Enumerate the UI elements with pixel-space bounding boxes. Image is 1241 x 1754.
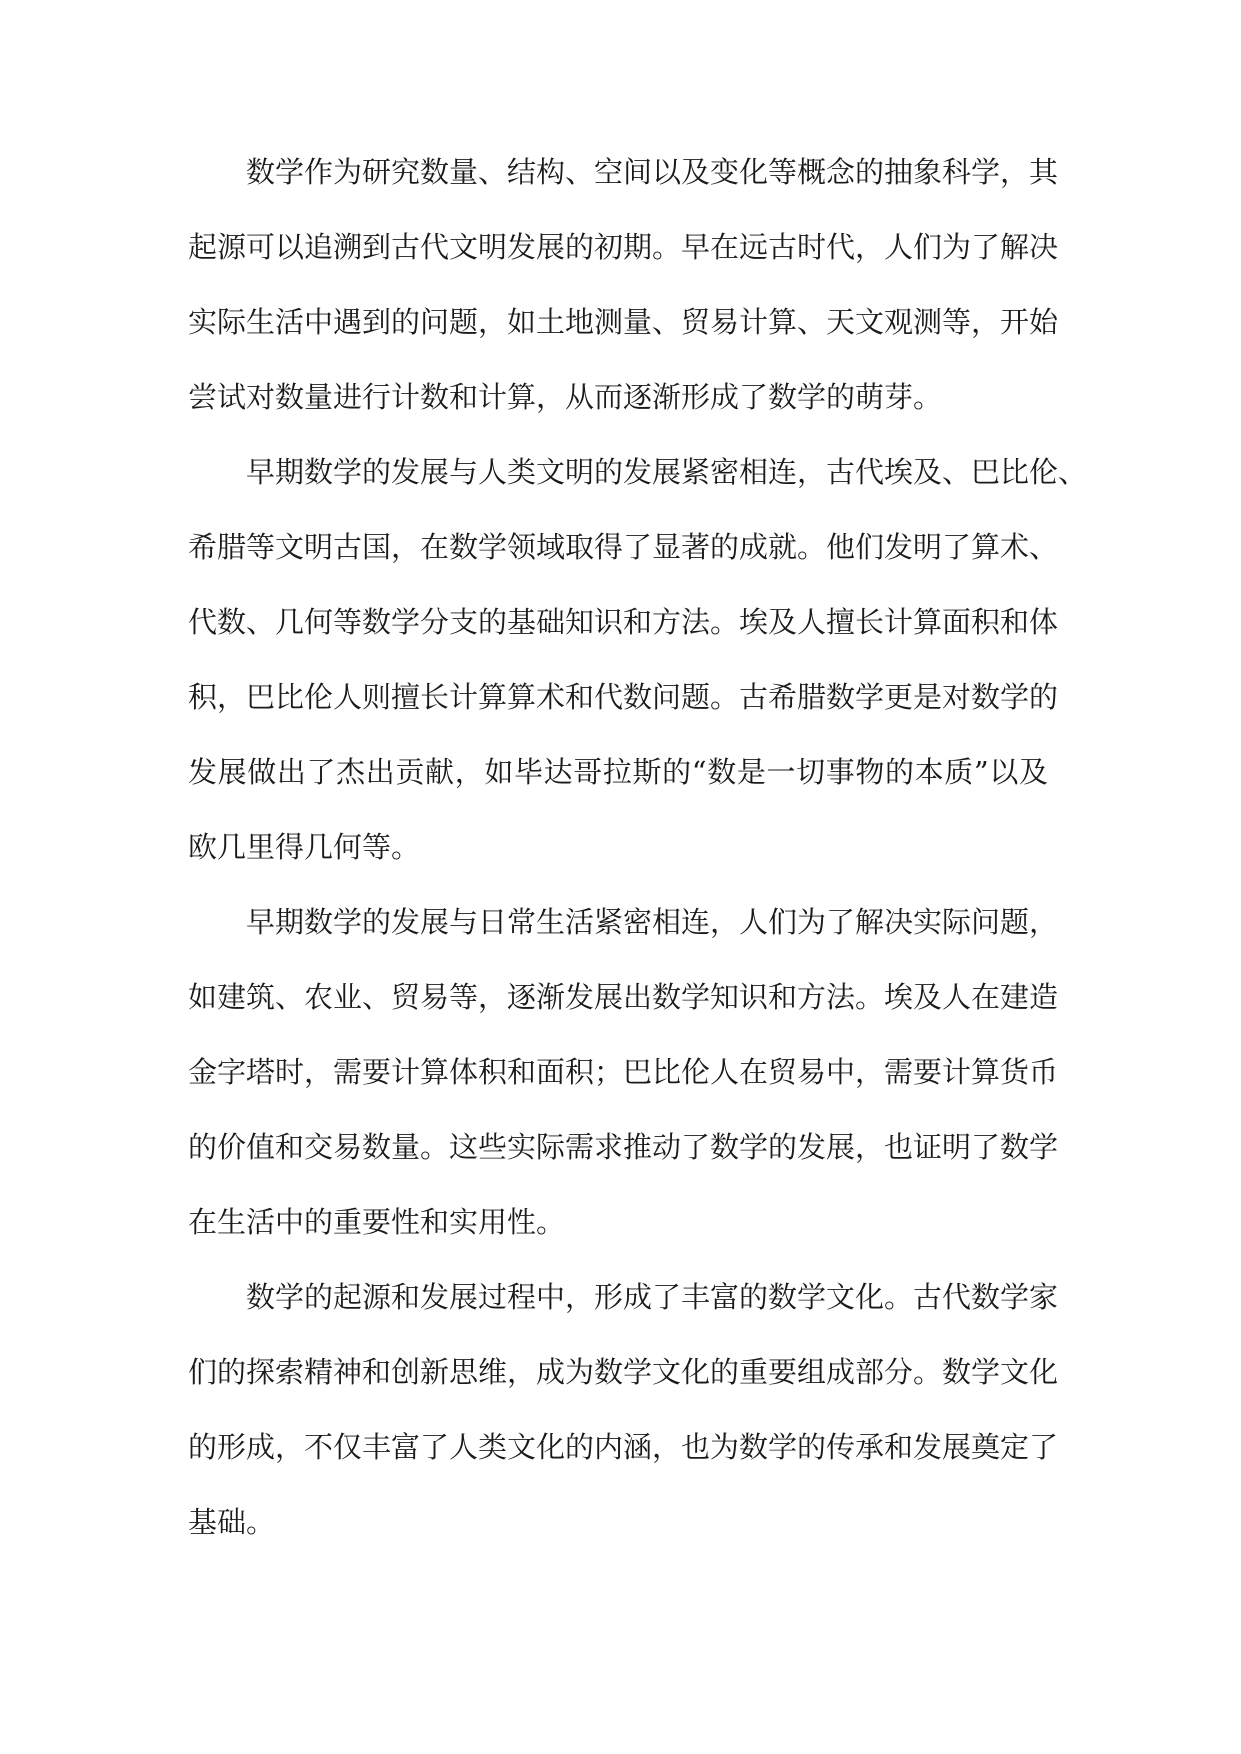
text-line: 发展做出了杰出贡献，如毕达哥拉斯的“数是一切事物的本质”以及 <box>188 755 1048 789</box>
text-line: 尝试对数量进行计数和计算，从而逐渐形成了数学的萌芽。 <box>188 380 943 414</box>
text-line: 数学作为研究数量、结构、空间以及变化等概念的抽象科学，其 <box>246 155 1059 189</box>
text-line: 早期数学的发展与日常生活紧密相连，人们为了解决实际问题， <box>246 905 1059 939</box>
text-line: 金字塔时，需要计算体积和面积；巴比伦人在贸易中，需要计算货币 <box>188 1055 1059 1089</box>
text-line: 起源可以追溯到古代文明发展的初期。早在远古时代，人们为了解决 <box>188 230 1059 264</box>
paragraph-2 <box>188 445 1088 895</box>
text-line: 如建筑、农业、贸易等，逐渐发展出数学知识和方法。埃及人在建造 <box>188 980 1059 1014</box>
text-line: 们的探索精神和创新思维，成为数学文化的重要组成部分。数学文化 <box>188 1355 1059 1389</box>
paragraph-1 <box>188 145 1059 445</box>
text-line: 希腊等文明古国，在数学领域取得了显著的成就。他们发明了算术、 <box>188 530 1059 564</box>
text-line: 欧几里得几何等。 <box>188 830 421 864</box>
text-line: 基础。 <box>188 1505 276 1539</box>
text-line: 的价值和交易数量。这些实际需求推动了数学的发展，也证明了数学 <box>188 1130 1059 1164</box>
document-body <box>188 145 1088 1570</box>
text-line: 的形成，不仅丰富了人类文化的内涵，也为数学的传承和发展奠定了 <box>188 1430 1059 1464</box>
text-line: 代数、几何等数学分支的基础知识和方法。埃及人擅长计算面积和体 <box>188 605 1059 639</box>
text-line: 实际生活中遇到的问题，如土地测量、贸易计算、天文观测等，开始 <box>188 305 1059 339</box>
text-line: 在生活中的重要性和实用性。 <box>188 1205 566 1239</box>
paragraph-3 <box>188 895 1059 1270</box>
text-line: 数学的起源和发展过程中，形成了丰富的数学文化。古代数学家 <box>246 1280 1059 1314</box>
text-line: 早期数学的发展与人类文明的发展紧密相连，古代埃及、巴比伦、 <box>246 455 1088 489</box>
paragraph-4 <box>188 1270 1059 1570</box>
text-line: 积，巴比伦人则擅长计算算术和代数问题。古希腊数学更是对数学的 <box>188 680 1059 714</box>
